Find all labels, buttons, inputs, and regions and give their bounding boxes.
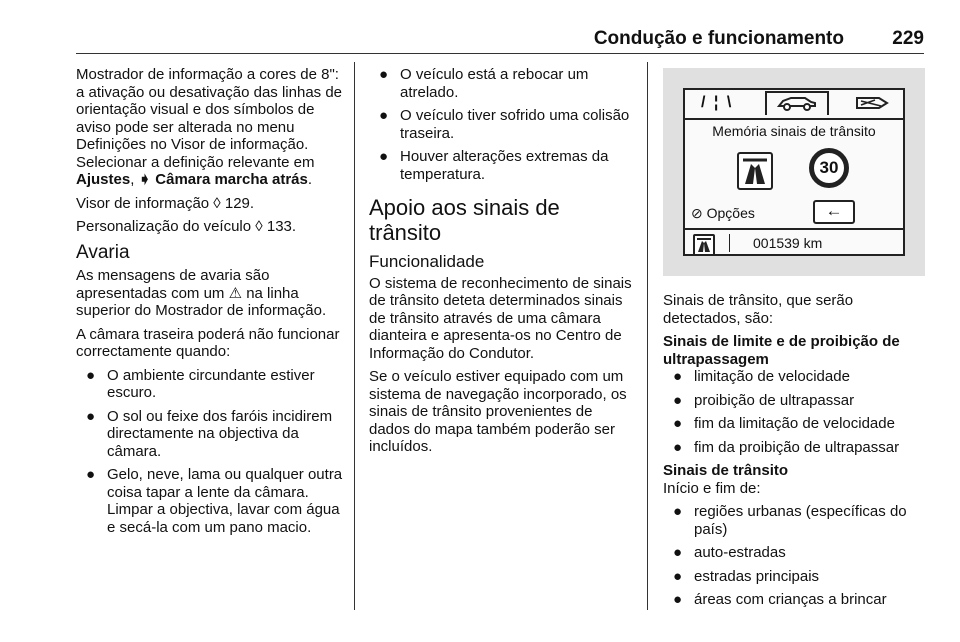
column-3	[663, 292, 925, 615]
list-item: ● Gelo, neve, lama ou qualquer outra coisa tapar a lente da câmara. Limpar a objectiva, lavar com água e secá-la com um pano macio.	[86, 466, 343, 536]
list-item: ● áreas com crianças a brincar	[673, 591, 887, 608]
list-item: ● fim da limitação de velocidade	[673, 415, 895, 432]
status-bar	[685, 228, 903, 256]
section-title: Condução e funcionamento	[593, 28, 844, 49]
car-icon	[775, 95, 819, 111]
cross-reference: Personalização do veículo ◊ 133.	[76, 218, 297, 235]
motorway-sign-icon	[737, 152, 773, 190]
paragraph: As mensagens de avaria são apresentadas com um ⚠ na linha superior do Mostrador de informação.	[76, 267, 327, 319]
road-sign-icon	[855, 95, 889, 111]
list-item: ● auto-estradas	[673, 544, 786, 561]
tab-bar	[685, 90, 903, 120]
text: Mostrador de informação a cores de 8": a ativação ou desativação das linhas de orientação visual e dos símbolos de aviso pode ser alterada no menu Definições no Visor de informação. Selecionar a definição relevante em	[76, 66, 343, 171]
header-divider	[76, 53, 924, 54]
driver-info-screen	[683, 88, 905, 256]
bullet-list	[663, 503, 925, 609]
text: ,	[130, 171, 139, 188]
list-item: ● fim da proibição de ultrapassar	[673, 438, 900, 456]
list-item: ● limitação de velocidade	[673, 368, 850, 385]
cross-reference: Visor de informação ◊ 129.	[76, 194, 255, 212]
bullet-list	[663, 368, 925, 456]
screen-title: Memória sinais de trânsito	[712, 123, 876, 139]
paragraph: Se o veículo estiver equipado com um sistema de navegação incorporado, os sinais de trânsito provenientes de dados do mapa também poderão ser incluídos.	[369, 368, 627, 455]
menu-path-camera: ➧ Câmara marcha atrás	[138, 171, 308, 188]
column-1	[76, 66, 348, 542]
list-item: ● estradas principais	[673, 567, 820, 585]
display-illustration	[663, 68, 925, 276]
list-item: ● regiões urbanas (específicas do país)	[673, 503, 907, 538]
options-label: ⊘ Opções	[691, 205, 755, 221]
list-item: ● O sol ou feixe dos faróis incidirem directamente na objectiva da câmara.	[86, 407, 333, 460]
bullet-list	[76, 367, 348, 537]
list-item: ● proibição de ultrapassar	[673, 391, 855, 409]
paragraph: A câmara traseira poderá não funcionar correctamente quando:	[76, 325, 340, 360]
list-item: ● O ambiente circundante estiver escuro.	[86, 366, 315, 401]
back-arrow-icon: ←	[813, 200, 855, 224]
speed-limit-sign: 30	[809, 148, 849, 188]
page-header	[76, 28, 924, 50]
subheading: Sinais de trânsito	[663, 462, 789, 479]
paragraph	[76, 66, 348, 189]
motorway-small-icon	[693, 234, 715, 256]
paragraph: Sinais de trânsito, que serão detectados, são:	[663, 292, 854, 327]
column-2	[369, 66, 637, 462]
paragraph: O sistema de reconhecimento de sinais de trânsito deteta determinados sinais de trânsito através de uma câmara dianteira e apresenta-os no Centro de Informação do Condutor.	[369, 274, 632, 362]
paragraph: Início e fim de:	[663, 479, 761, 497]
heading-traffic-sign-assist: Apoio aos sinais de trânsito	[369, 195, 560, 245]
bullet-list	[369, 66, 637, 183]
list-item: ● O veículo tiver sofrido uma colisão traseira.	[379, 107, 630, 142]
list-item: ● Houver alterações extremas da temperatura.	[379, 148, 609, 183]
column-divider	[354, 62, 355, 610]
page-number: 229	[892, 28, 924, 49]
menu-path-settings: Ajustes	[76, 171, 131, 188]
odometer-value: 001539 km	[753, 235, 823, 251]
lane-lines-icon: / ¦ \	[701, 94, 734, 111]
list-item: ● O veículo está a rebocar um atrelado.	[379, 66, 589, 101]
heading-avaria: Avaria	[76, 241, 130, 263]
column-divider	[647, 62, 648, 610]
text: .	[307, 171, 313, 188]
subheading: Sinais de limite e de proibição de ultrapassagem	[663, 333, 900, 368]
tab-vehicle	[765, 91, 829, 115]
heading-functionality: Funcionalidade	[369, 252, 485, 271]
